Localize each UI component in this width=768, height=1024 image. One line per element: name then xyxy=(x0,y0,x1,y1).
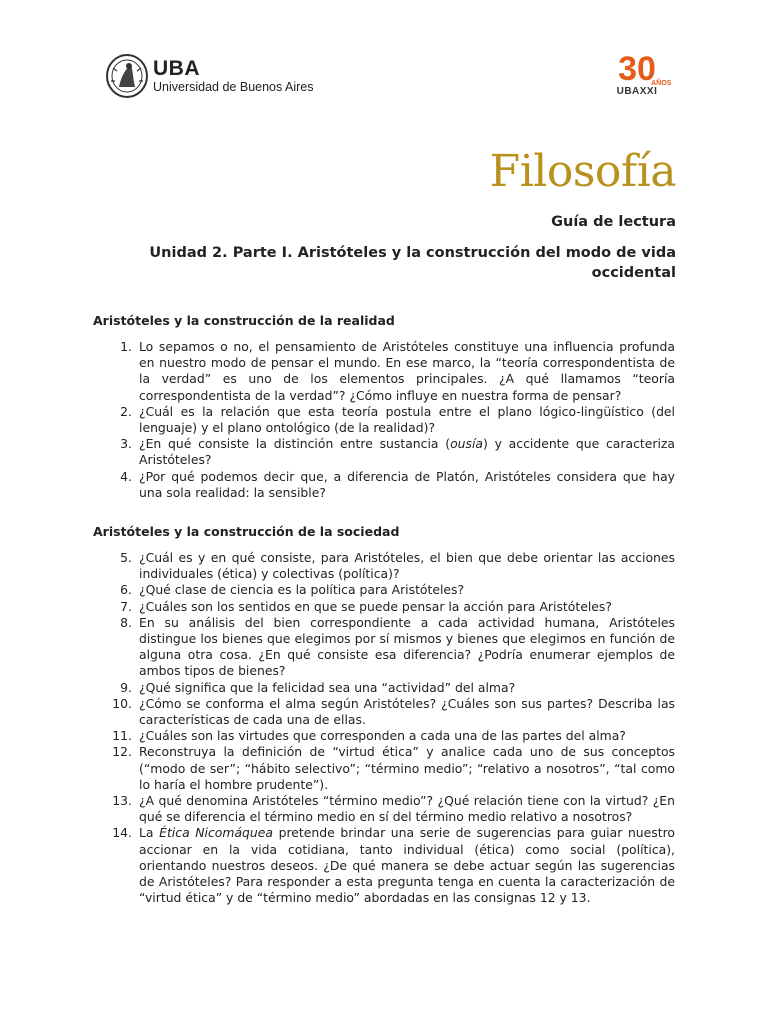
question-text: ¿En qué consiste la distinción entre sustancia (ousía) y accidente que caracteriza Aristóteles? xyxy=(139,436,676,468)
list-item xyxy=(93,793,675,825)
list-item xyxy=(93,550,675,582)
question-text: ¿Cuál es y en qué consiste, para Aristóteles, el bien que debe orientar las acciones individuales (ética) y colectivas (política)? xyxy=(139,550,675,582)
list-item xyxy=(93,615,675,680)
ubaxxi-number: 30 xyxy=(618,50,656,88)
question-text: Lo sepamos o no, el pensamiento de Aristóteles constituye una influencia profunda en nuestro modo de pensar el mundo. En ese marco, la “teoría correspondentista de la verdad” es uno de los elementos principales. ¿A qué llamamos “teoría correspondentista de la verdad”? ¿Cómo influye en nuestra forma de pensar? xyxy=(139,339,675,403)
question-text: ¿Qué significa que la felicidad sea una “actividad” del alma? xyxy=(139,679,516,695)
question-number: 4. xyxy=(120,468,132,484)
ubaxxi-anos: AÑOS xyxy=(651,80,672,87)
question-number: 11. xyxy=(112,728,132,744)
question-text: ¿Cómo se conforma el alma según Aristóteles? ¿Cuáles son sus partes? Describa las características de cada una de ellas. xyxy=(139,695,675,728)
question-text: En su análisis del bien correspondiente a cada actividad humana, Aristóteles distingue los bienes que elegimos por sí mismos y bienes que elegimos en función de alguna otra cosa. ¿En qué consiste esa diferencia? ¿Podría enumerar ejemplos de ambos tipos de bienes? xyxy=(139,614,675,679)
question-text: ¿Por qué podemos decir que, a diferencia de Platón, Aristóteles considera que hay una sola realidad: la sensible? xyxy=(139,468,675,500)
question-number: 12. xyxy=(112,744,132,760)
uba-full-name: Universidad de Buenos Aires xyxy=(153,80,314,95)
question-number: 8. xyxy=(120,614,132,630)
list-item xyxy=(93,339,675,404)
list-item xyxy=(93,599,675,615)
list-item xyxy=(93,744,675,793)
section-heading-realidad: Aristóteles y la construcción de la realidad xyxy=(93,313,395,328)
question-number: 13. xyxy=(112,793,132,809)
list-item xyxy=(93,582,675,598)
question-list-realidad xyxy=(93,339,675,501)
list-item xyxy=(93,436,675,468)
question-list-sociedad xyxy=(93,550,675,906)
question-number: 5. xyxy=(120,550,132,565)
question-text: Reconstruya la definición de “virtud ética” y analice cada uno de sus conceptos (“modo de ser”; “hábito selectivo”; “término medio”; “relativo a nosotros”, “tal como lo haría el hombre prudente”). xyxy=(139,744,675,792)
question-text: ¿A qué denomina Aristóteles “término medio”? ¿Qué relación tiene con la virtud? ¿En qué se diferencia el término medio en sí del término medio relativo a nosotros? xyxy=(139,793,675,825)
list-item xyxy=(93,680,675,696)
list-item xyxy=(93,404,675,436)
question-number: 2. xyxy=(120,403,132,419)
question-text: La Ética Nicomáquea pretende brindar una serie de sugerencias para guiar nuestro accionar en la vida cotidiana, tanto individual (ética) como social (política), orientando nuestros deseos. ¿De qué manera se debe actuar según las sugerencias de Aristóteles? Para responder a esta pregunta tenga en cuenta la caracterización de “virtud ética” y de “término medio” abordadas en las consignas 12 y 13. xyxy=(139,825,675,906)
list-item xyxy=(93,696,675,728)
question-number: 9. xyxy=(120,679,132,695)
question-text: ¿Cuál es la relación que esta teoría postula entre el plano lógico-lingüístico (del lenguaje) y el plano ontológico (de la realidad)? xyxy=(139,403,675,436)
list-item xyxy=(93,825,675,906)
question-number: 14. xyxy=(112,825,132,841)
question-number: 10. xyxy=(112,695,132,711)
question-number: 7. xyxy=(120,598,132,614)
ubaxxi-logo xyxy=(608,50,672,97)
ubaxxi-30-mark xyxy=(618,50,672,88)
section-heading-sociedad: Aristóteles y la construcción de la sociedad xyxy=(93,524,400,539)
question-text: ¿Qué clase de ciencia es la política para Aristóteles? xyxy=(139,582,465,598)
question-number: 3. xyxy=(120,436,132,452)
page-subtitle: Guía de lectura xyxy=(551,214,676,230)
question-number: 1. xyxy=(120,339,132,354)
unit-title: Unidad 2. Parte I. Aristóteles y la construcción del modo de vida occidental xyxy=(149,245,676,281)
page-title: Filosofía xyxy=(489,146,676,197)
uba-seal-icon xyxy=(105,53,149,99)
list-item xyxy=(93,469,675,501)
question-number: 6. xyxy=(120,582,132,598)
uba-logo xyxy=(105,53,314,99)
question-text: ¿Cuáles son los sentidos en que se puede pensar la acción para Aristóteles? xyxy=(139,598,612,614)
uba-abbr: UBA xyxy=(153,57,200,81)
ubaxxi-name: UBAXXI xyxy=(616,86,658,97)
list-item xyxy=(93,728,675,744)
question-text: ¿Cuáles son las virtudes que corresponden a cada una de las partes del alma? xyxy=(139,728,626,744)
